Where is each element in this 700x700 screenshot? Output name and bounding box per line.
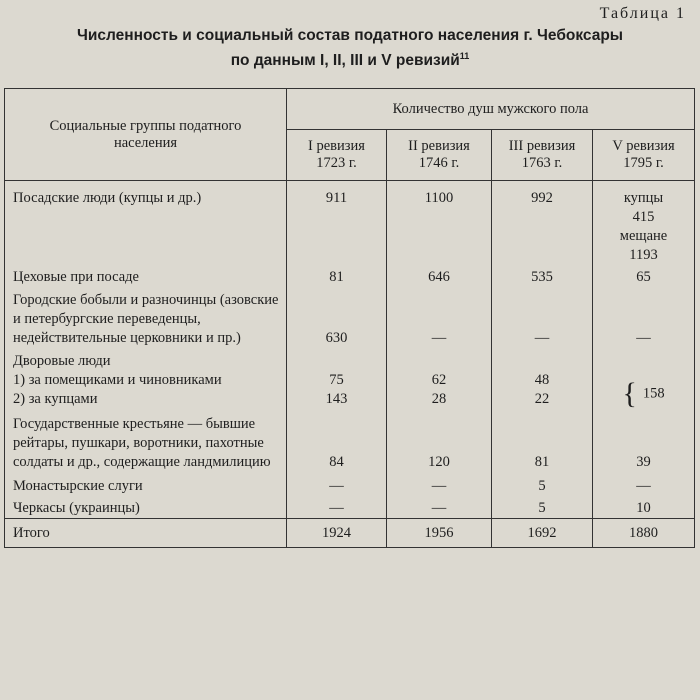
population-table bbox=[4, 88, 695, 548]
meshchane-value: 1193 bbox=[629, 247, 658, 263]
table-row bbox=[5, 348, 695, 409]
cell: 10 bbox=[593, 496, 695, 519]
cell: 65 bbox=[593, 265, 695, 287]
cell-value: 158 bbox=[642, 385, 665, 402]
cell: 630 bbox=[287, 287, 387, 348]
cell-value: 62 bbox=[431, 372, 447, 388]
cell: 84 bbox=[287, 409, 387, 472]
cell: 81 bbox=[287, 265, 387, 287]
cell: — bbox=[387, 496, 492, 519]
kuptsy-label: купцы bbox=[623, 190, 664, 206]
revision-3-year: 1763 г. bbox=[521, 155, 563, 171]
revision-5-year: 1795 г. bbox=[623, 155, 664, 171]
cell bbox=[593, 348, 695, 409]
row-label-posad: Посадские люди (купцы и др.) bbox=[5, 181, 287, 266]
cell-value: 48 bbox=[534, 372, 550, 388]
title-line-1: Численность и социальный состав податного населения г. Чебоксары bbox=[76, 27, 624, 44]
header-revision-2 bbox=[387, 130, 492, 181]
cell: — bbox=[492, 287, 593, 348]
row-label-dvorovye bbox=[5, 348, 287, 409]
cell: 1100 bbox=[387, 181, 492, 266]
kuptsy-value: 415 bbox=[632, 209, 655, 225]
cell: — bbox=[387, 472, 492, 496]
dvorovye-sub2-label: 2) за купцами bbox=[13, 391, 98, 407]
header-revision-1 bbox=[287, 130, 387, 181]
revision-1-year: 1723 г. bbox=[316, 155, 357, 171]
cell-value: 75 bbox=[329, 372, 344, 388]
cell: 1692 bbox=[492, 519, 593, 548]
cell: 120 bbox=[387, 409, 492, 472]
row-label-bobyli: Городские бобыли и разночинцы (азовские и петербургские переведенцы, недействительные церковники и пр.) bbox=[5, 287, 287, 348]
table-row bbox=[5, 409, 695, 472]
title-line-2-text: по данным I, II, III и V ревизий bbox=[230, 52, 460, 70]
table-row bbox=[5, 265, 695, 287]
cell-posad-r5 bbox=[593, 181, 695, 266]
dvorovye-title: Дворовые люди bbox=[13, 353, 111, 369]
row-label-gos: Государственные крестьяне — бывшие рейтары, пушкари, воротники, пахотные солдаты и др., содержащие ландмилицию bbox=[5, 409, 287, 472]
cell: — bbox=[287, 472, 387, 496]
cell: 1924 bbox=[287, 519, 387, 548]
header-span-title: Количество душ мужского пола bbox=[287, 89, 695, 130]
table-row bbox=[5, 287, 695, 348]
cell bbox=[287, 348, 387, 409]
cell: 1880 bbox=[593, 519, 695, 548]
title-footnote: 11 bbox=[459, 51, 470, 61]
table-row-total bbox=[5, 519, 695, 548]
row-label-monast: Монастырские слуги bbox=[5, 472, 287, 496]
header-revision-3 bbox=[492, 130, 593, 181]
revision-2-year: 1746 г. bbox=[418, 155, 460, 171]
cell: 81 bbox=[492, 409, 593, 472]
table-number: Таблица 1 bbox=[599, 5, 686, 22]
cell bbox=[387, 348, 492, 409]
cell: 646 bbox=[387, 265, 492, 287]
meshchane-label: мещане bbox=[619, 228, 668, 244]
cell: — bbox=[593, 472, 695, 496]
cell: — bbox=[593, 287, 695, 348]
cell-value: 143 bbox=[325, 391, 348, 407]
cell: 5 bbox=[492, 472, 593, 496]
cell bbox=[492, 348, 593, 409]
cell: 1956 bbox=[387, 519, 492, 548]
row-label-tsekh: Цеховые при посаде bbox=[5, 265, 287, 287]
revision-5-name: V ревизия bbox=[612, 138, 675, 154]
title-line-2 bbox=[0, 46, 700, 71]
header-groups: Социальные группы податного населения bbox=[5, 89, 287, 181]
table-row bbox=[5, 496, 695, 519]
cell: — bbox=[387, 287, 492, 348]
table-row bbox=[5, 472, 695, 496]
cell: 992 bbox=[492, 181, 593, 266]
cell: — bbox=[287, 496, 387, 519]
header-revision-5 bbox=[593, 130, 695, 181]
revision-2-name: II ревизия bbox=[408, 138, 470, 154]
revision-1-name: I ревизия bbox=[308, 138, 365, 154]
dvorovye-sub1-label: 1) за помещиками и чиновниками bbox=[13, 372, 222, 388]
revision-3-name: III ревизия bbox=[508, 138, 576, 154]
cell: 911 bbox=[287, 181, 387, 266]
table-title bbox=[0, 26, 700, 71]
table-row bbox=[5, 181, 695, 266]
cell: 39 bbox=[593, 409, 695, 472]
row-label-total: Итого bbox=[5, 519, 287, 548]
brace-glyph: { bbox=[622, 377, 637, 410]
cell-value: 28 bbox=[431, 391, 447, 407]
cell: 5 bbox=[492, 496, 593, 519]
cell: 535 bbox=[492, 265, 593, 287]
row-label-cherkasy: Черкасы (украинцы) bbox=[5, 496, 287, 519]
cell-value: 22 bbox=[534, 391, 550, 407]
